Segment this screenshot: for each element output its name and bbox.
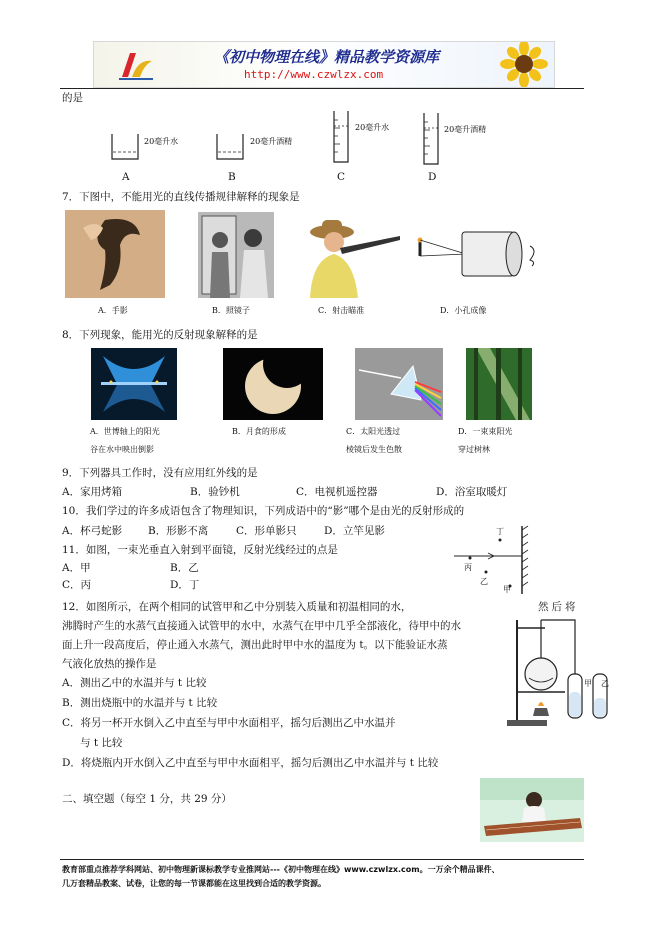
q10-stem: 10．我们学过的许多成语包含了物理知识，下列成语中的“影”哪个是由光的反射形成的 — [62, 505, 465, 517]
option-b-label: 20毫升酒精 — [250, 137, 293, 146]
q8-caption-a-line2: 谷在水中映出倒影 — [90, 445, 154, 454]
q11-option-b: B．乙 — [170, 562, 199, 574]
q12-option-c: C．将另一杯开水倒入乙中直至与甲中水面相平，摇匀后测出乙中水温并 — [62, 717, 396, 729]
q12-option-c-cont: 与 t 比较 — [80, 737, 123, 749]
q9-stem: 9．下列器具工作时，没有应用红外线的是 — [62, 467, 258, 479]
mirror-figure — [452, 524, 532, 596]
q11-option-d: D．丁 — [170, 579, 200, 591]
mirror-photo — [198, 212, 274, 298]
q10-option-c: C．形单影只 — [236, 525, 297, 537]
q6-lead: 的是 — [62, 92, 83, 104]
shooter-photo — [296, 214, 402, 298]
q12-line2: 沸腾时产生的水蒸气直接通入试管甲的水中，水蒸气在甲中几乎全部液化，待甲中的水 — [62, 620, 461, 632]
option-c-label: 20毫升水 — [355, 123, 390, 132]
q9-option-b: B．验钞机 — [190, 486, 240, 498]
q12-line4: 气液化放热的操作是 — [62, 658, 157, 670]
option-a-label: 20毫升水 — [144, 137, 179, 146]
beaker-icon — [215, 132, 245, 162]
q12-line1-tail: 然后将 — [538, 601, 579, 613]
q8-caption-d-line1: D．一束束阳光 — [458, 427, 513, 436]
q9-option-c: C．电视机遥控器 — [296, 486, 378, 498]
prism-dispersion-photo — [355, 348, 443, 420]
eclipse-photo — [223, 348, 323, 420]
header-banner — [93, 41, 555, 88]
q7-stem: 7．下图中，不能用光的直线传播规律解释的现象是 — [62, 191, 300, 203]
boiling-apparatus-figure — [505, 612, 615, 728]
tube-yi-label: 乙 — [601, 679, 609, 688]
q9-option-a: A．家用烤箱 — [62, 486, 123, 498]
point-jia-label: 甲 — [503, 585, 511, 594]
header-rule — [60, 88, 584, 89]
q10-option-d: D．立竿见影 — [324, 525, 385, 537]
q8-caption-c-line1: C．太阳光透过 — [346, 427, 401, 436]
measuring-cylinder-icon — [332, 110, 350, 165]
q8-caption-a-line1: A．世博轴上的阳光 — [90, 427, 160, 436]
banner-title: 《初中物理在线》精品教学资源库 — [214, 48, 440, 66]
q10-option-a: A．杯弓蛇影 — [62, 525, 123, 537]
point-ding-label: 丁 — [496, 527, 504, 536]
footer-rule — [60, 859, 584, 860]
option-d-label: 20毫升酒精 — [444, 125, 487, 134]
expo-reflection-photo — [91, 348, 177, 420]
q7-caption-a: A．手影 — [98, 306, 128, 315]
q11-stem: 11．如图，一束光垂直入射到平面镜，反射光线经过的点是 — [62, 544, 338, 556]
option-a-letter: A — [122, 171, 130, 183]
tube-jia-label: 甲 — [584, 679, 592, 688]
q10-option-b: B．形影不离 — [148, 525, 209, 537]
footer-line2: 几万套精品教案、试卷，让您的每一节课都能在这里找到合适的教学资源。 — [62, 879, 326, 888]
q12-line1: 12．如图所示，在两个相同的试管甲和乙中分别装入质量和初温相同的水， — [62, 601, 412, 613]
pinhole-diagram — [412, 226, 542, 284]
q7-caption-d: D．小孔成像 — [440, 306, 487, 315]
section2-title: 二、填空题（每空 1 分，共 29 分） — [62, 793, 232, 805]
q6-figure — [100, 110, 500, 185]
q8-caption-b-line1: B．月食的形成 — [232, 427, 286, 436]
q8-caption-d-line2: 穿过树林 — [458, 445, 490, 454]
option-b-letter: B — [228, 171, 236, 183]
q7-caption-c: C．射击瞄准 — [318, 306, 365, 315]
point-yi-label: 乙 — [480, 577, 488, 586]
q11-option-c: C．丙 — [62, 579, 92, 591]
footer-line1: 教育部重点推荐学科网站、初中物理新课标教学专业推网站---《初中物理在线》www.czwlzx.com。一万余个精品课件、 — [62, 865, 500, 874]
q12-option-a: A．测出乙中的水温并与 t 比较 — [62, 677, 207, 689]
option-d-letter: D — [428, 171, 437, 183]
point-bing-label: 丙 — [464, 563, 472, 572]
q12-option-b: B．测出烧瓶中的水温并与 t 比较 — [62, 697, 218, 709]
q12-line3: 面上升一段高度后，停止通入水蒸气，测出此时甲中水的温度为 t。以下能验证水蒸 — [62, 639, 448, 651]
q7-caption-b: B．照镜子 — [212, 306, 250, 315]
guzheng-player-photo — [480, 778, 584, 842]
q8-stem: 8．下列现象，能用光的反射现象解释的是 — [62, 329, 258, 341]
sunflower-icon — [494, 42, 554, 87]
q9-option-d: D．浴室取暖灯 — [436, 486, 508, 498]
beaker-icon — [110, 132, 140, 162]
q12-option-d: D．将烧瓶内开水倒入乙中直至与甲中水面相平，摇匀后测出乙中水温并与 t 比较 — [62, 757, 439, 769]
banner-url: http://www.czwlzx.com — [244, 68, 384, 81]
measuring-cylinder-icon — [422, 112, 440, 167]
option-c-letter: C — [337, 171, 346, 183]
hand-shadow-photo — [65, 210, 165, 298]
q11-option-a: A．甲 — [62, 562, 91, 574]
forest-sunbeam-photo — [466, 348, 532, 420]
q8-caption-c-line2: 棱镜后发生色散 — [346, 445, 402, 454]
logo-icon — [116, 47, 156, 83]
